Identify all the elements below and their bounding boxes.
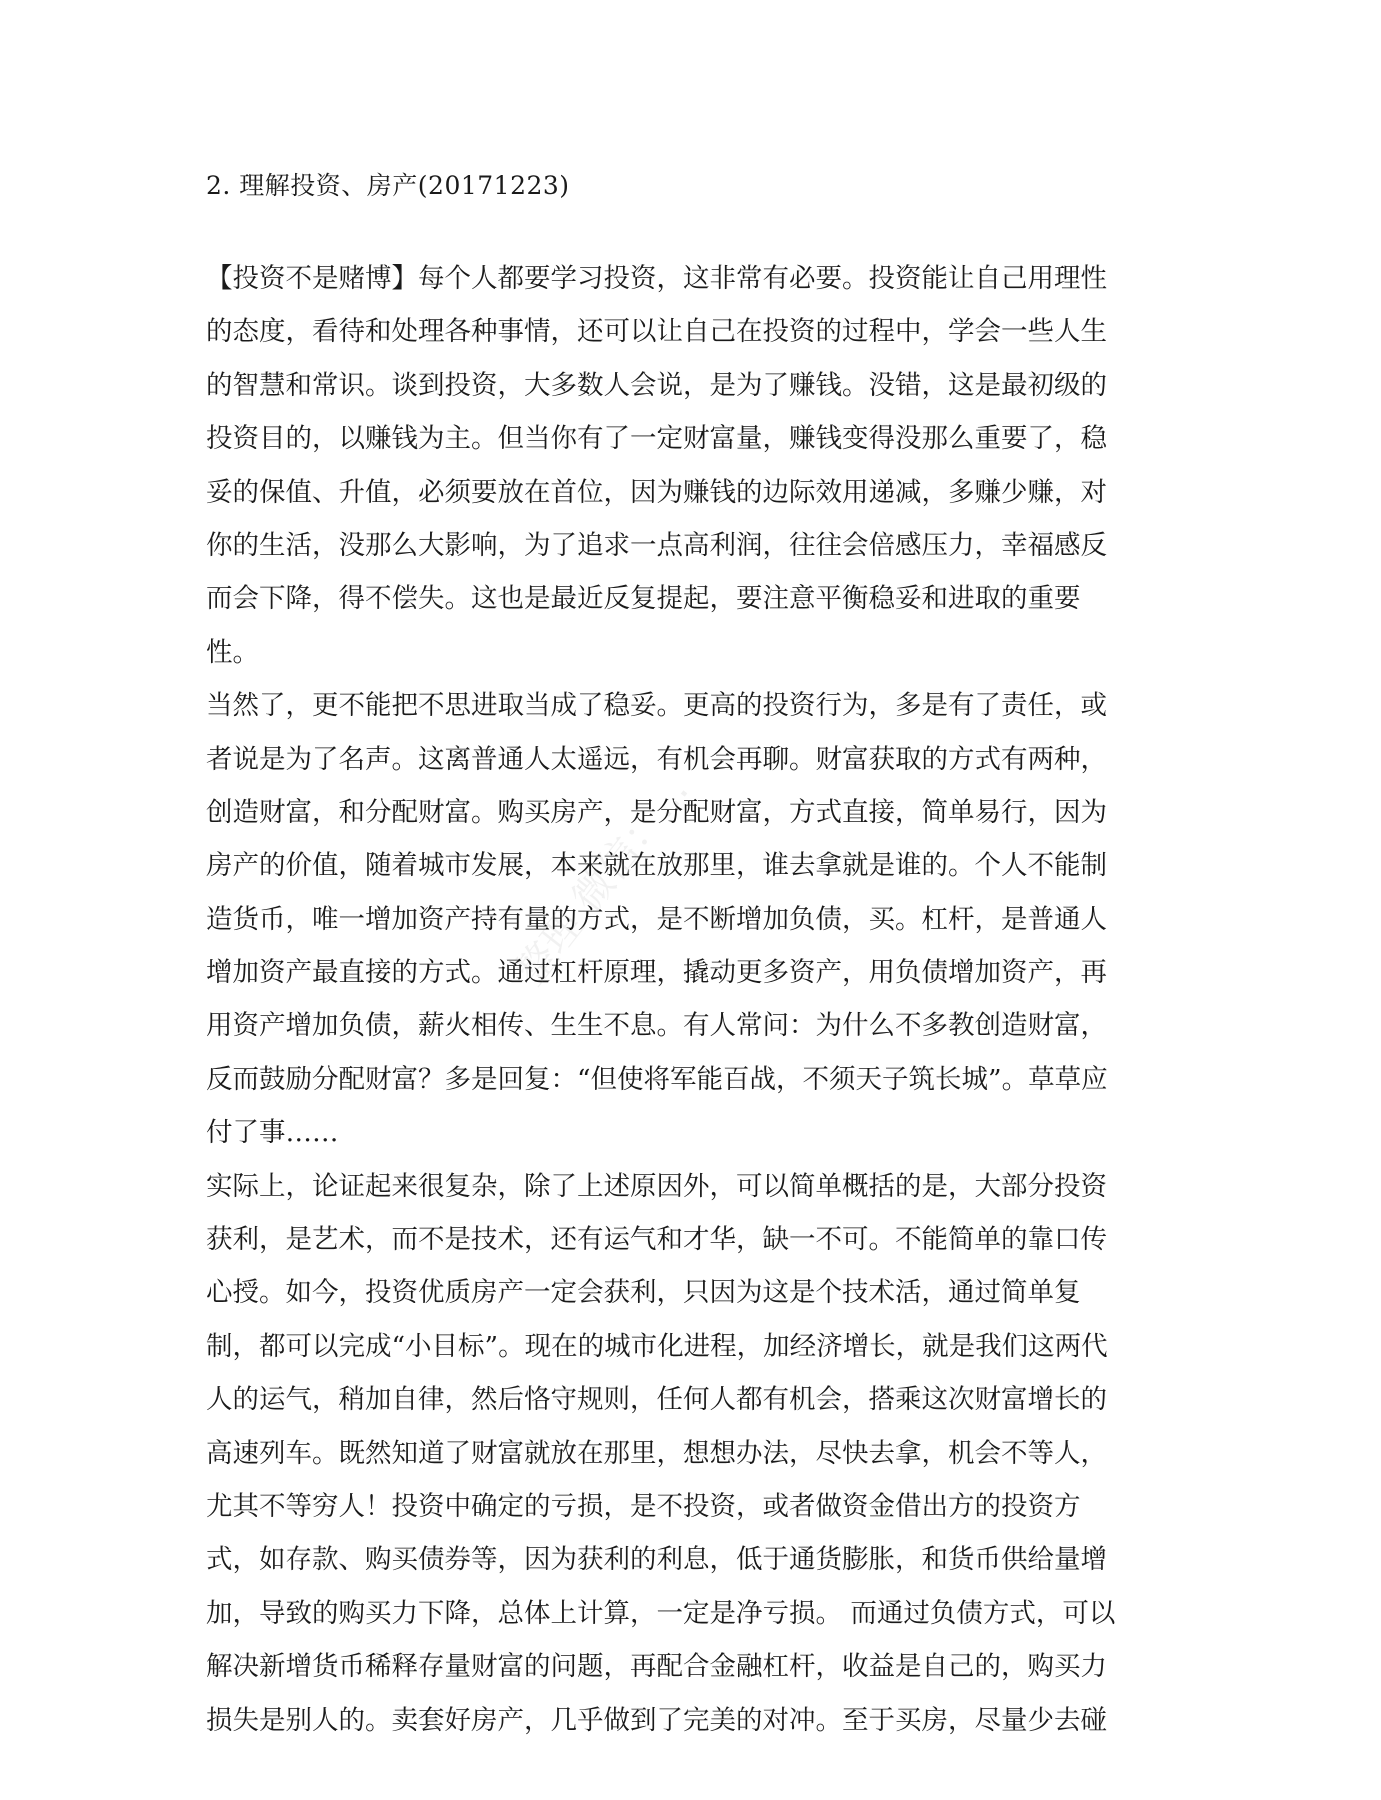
text-line: 实际上，论证起来很复杂，除了上述原因外，可以简单概括的是，大部分投资 <box>206 1170 1107 1202</box>
text-line: 的态度，看待和处理各种事情，还可以让自己在投资的过程中，学会一些人生 <box>206 316 1107 348</box>
text-line: 而会下降，得不偿失。这也是最近反复提起，要注意平衡稳妥和进取的重要 <box>206 583 1081 615</box>
text-line: 【投资不是赌博】每个人都要学习投资，这非常有必要。投资能让自己用理性 <box>206 263 1107 294</box>
text-line: 当然了，更不能把不思进取当成了稳妥。更高的投资行为，多是有了责任，或 <box>206 690 1107 722</box>
text-line: 式，如存款、购买债券等，因为获利的利息，低于通货膨胀，和货币供给量增 <box>206 1544 1107 1576</box>
section-heading: 2. 理解投资、房产(20171223) <box>206 171 570 200</box>
text-line: 你的生活，没那么大影响，为了追求一点高利润，往往会倍感压力，幸福感反 <box>206 529 1107 561</box>
text-line: 心授。如今，投资优质房产一定会获利，只因为这是个技术活，通过简单复 <box>206 1277 1081 1309</box>
text-line: 付了事…… <box>206 1117 339 1149</box>
body-text <box>206 252 1186 1747</box>
text-line: 创造财富，和分配财富。购买房产，是分配财富，方式直接，简单易行，因为 <box>206 796 1107 828</box>
text-line: 用资产增加负债，薪火相传、生生不息。有人常问：为什么不多教创造财富， <box>206 1010 1107 1042</box>
text-line: 加，导致的购买力下降，总体上计算，一定是净亏损。 而通过负债方式，可以 <box>206 1597 1116 1629</box>
text-line: 高速列车。既然知道了财富就放在那里，想想办法，尽快去拿，机会不等人， <box>206 1437 1107 1469</box>
text-line: 解决新增货币稀释存量财富的问题，再配合金融杠杆，收益是自己的，购买力 <box>206 1651 1107 1683</box>
watermark: 整理 微信：... <box>507 767 698 994</box>
text-line: 制，都可以完成“小目标”。现在的城市化进程，加经济增长，就是我们这两代 <box>206 1330 1108 1362</box>
text-line: 妥的保值、升值，必须要放在首位，因为赚钱的边际效用递减，多赚少赚，对 <box>206 476 1107 508</box>
text-line: 的智慧和常识。谈到投资，大多数人会说，是为了赚钱。没错，这是最初级的 <box>206 369 1107 401</box>
text-line: 者说是为了名声。这离普通人太遥远，有机会再聊。财富获取的方式有两种， <box>206 743 1107 775</box>
text-line: 投资目的，以赚钱为主。但当你有了一定财富量，赚钱变得没那么重要了，稳 <box>206 423 1107 455</box>
text-line: 损失是别人的。卖套好房产，几乎做到了完美的对冲。至于买房，尽量少去碰 <box>206 1704 1107 1736</box>
text-line: 尤其不等穷人！投资中确定的亏损，是不投资，或者做资金借出方的投资方 <box>206 1490 1081 1522</box>
text-line: 获利，是艺术，而不是技术，还有运气和才华，缺一不可。不能简单的靠口传 <box>206 1224 1107 1256</box>
text-line: 造货币，唯一增加资产持有量的方式，是不断增加负债，买。杠杆，是普通人 <box>206 903 1107 935</box>
text-line: 房产的价值，随着城市发展，本来就在放那里，谁去拿就是谁的。个人不能制 <box>206 850 1107 882</box>
text-line: 反而鼓励分配财富？多是回复：“但使将军能百战，不须天子筑长城”。草草应 <box>206 1063 1108 1095</box>
text-line: 性。 <box>206 636 259 668</box>
text-line: 人的运气，稍加自律，然后恪守规则，任何人都有机会，搭乘这次财富增长的 <box>206 1384 1107 1416</box>
text-line: 增加资产最直接的方式。通过杠杆原理，撬动更多资产，用负债增加资产，再 <box>206 957 1107 989</box>
